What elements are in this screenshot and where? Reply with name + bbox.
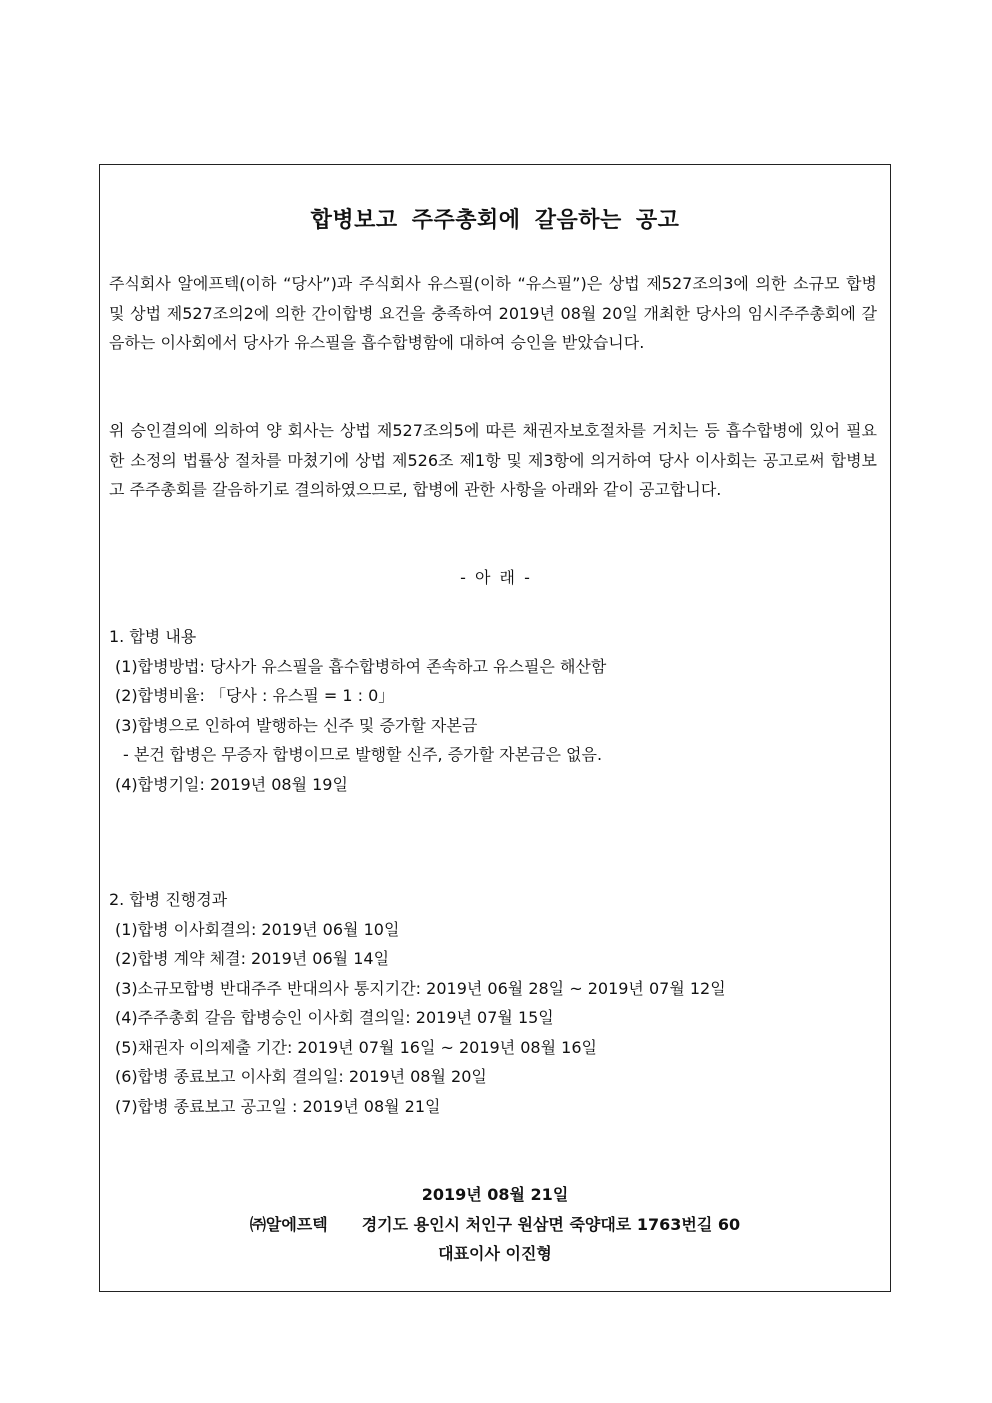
notice-subheading: - 아 래 - [460,568,530,587]
list-item: (2)합병 계약 체결: 2019년 06월 14일 [115,949,390,968]
notice-date: 2019년 08월 21일 [421,1185,569,1204]
section-heading: 2. 합병 진행경과 [109,890,228,909]
list-item: (1)합병방법: 당사가 유스필을 흡수합병하여 존속하고 유스필은 해산함 [115,656,607,676]
representative-name: 대표이사 이진형 [438,1244,552,1263]
list-item: (1)합병 이사회결의: 2019년 06월 10일 [115,919,400,939]
intro-paragraph: 주식회사 알에프텍(이하 “당사”)과 주식회사 유스필(이하 “유스필”)은 상법 제527조의3에 의한 소규모 합병 및 상법 제527조의2에 의한 간이합병 요건을 충족하여 2019년 08월 20일 개최한 당사의 임시주주총회에 갈음하는 이사회에서 당사가 유스필을 흡수합병함에 대하여 승인을 받았습니다. [109,274,877,352]
notice-frame [99,164,891,1292]
list-item: (3)소규모합병 반대주주 반대의사 통지기간: 2019년 06월 28일 ~ 2019년 07월 12일 [115,978,726,998]
section-heading: 1. 합병 내용 [109,627,197,646]
list-item: (4)합병기일: 2019년 08월 19일 [115,774,348,794]
list-item: (3)합병으로 인하여 발행하는 신주 및 증가할 자본금 [115,715,478,735]
notice-footer [100,1180,890,1269]
list-item: (7)합병 종료보고 공고일 : 2019년 08월 21일 [115,1096,441,1116]
list-item: (6)합병 종료보고 이사회 결의일: 2019년 08월 20일 [115,1067,487,1086]
list-item: (4)주주총회 갈음 합병승인 이사회 결의일: 2019년 07월 15일 [115,1008,554,1027]
merger-progress-section [109,885,879,1121]
merger-details-section [109,622,879,799]
company-line [100,1210,890,1240]
company-name: ㈜알에프텍 [249,1214,328,1234]
list-item: (2)합병비율: 「당사 : 유스필 = 1 : 0」 [115,686,395,705]
notice-title: 합병보고 주주총회에 갈음하는 공고 [310,208,680,233]
list-item: (5)채권자 이의제출 기간: 2019년 07월 16일 ~ 2019년 08월 16일 [115,1037,597,1057]
procedure-paragraph: 위 승인결의에 의하여 양 회사는 상법 제527조의5에 따른 채권자보호절차를 거치는 등 흡수합병에 있어 필요한 소정의 법률상 절차를 마쳤기에 상법 제526조 제1항 및 제3항에 의거하여 당사 이사회는 공고로써 합병보고 주주총회를 갈음하기로 결의하였으므로, 합병에 관한 사항을 아래와 같이 공고합니다. [109,421,877,499]
company-address: 경기도 용인시 처인구 원삼면 죽양대로 1763번길 60 [361,1214,741,1234]
list-sub-item: - 본건 합병은 무증자 합병이므로 발행할 신주, 증가할 자본금은 없음. [123,745,603,764]
